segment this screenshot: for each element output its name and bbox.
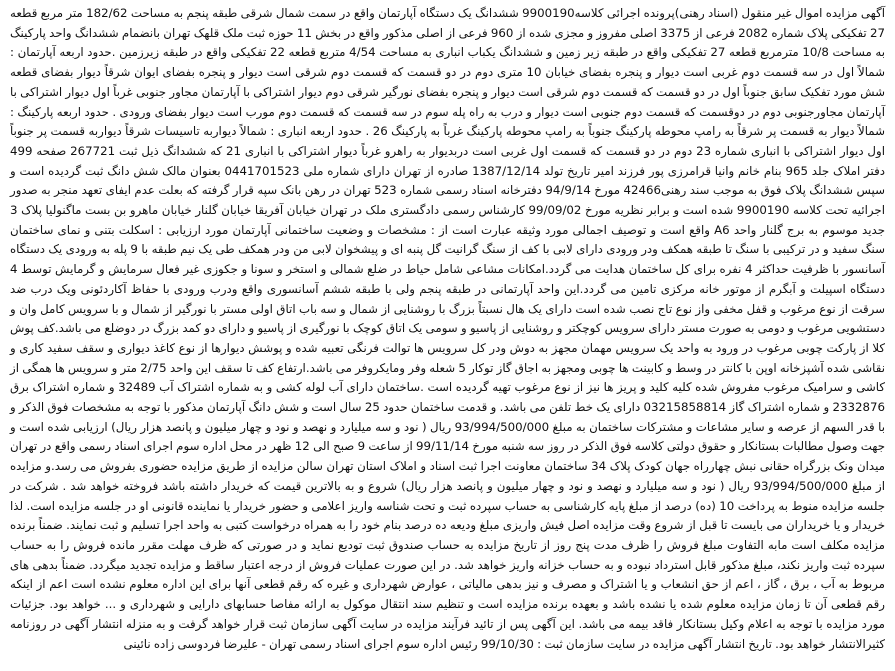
auction-notice-body: آگهی مزایده اموال غیر منقول (اسناد رهنی)پرونده اجرائی کلاسه9900190 ششدانگ یک دستگاه آپارتمان واقع در سمت شمال شرقی طبقه پنجم به مساحت 182/62 متر مربع قطعه 27 تفکیکی پلاک شماره 2082 فرعی از 3375 اصلی مفروز و مجزی شده از 960 فرعی از اصلی مذکور واقع در بخش 11 حوزه ثبت ملک قلهک تهران بانضمام ششدانگ واحد پارکینگ به مساحت 10/8 مترمربع قطعه 27 تفکیکی واقع در طبقه زیر زمین و ششدانگ یکباب انباری به مساحت 4/54 متربع قطعه 22 تفکیکی واقع در طبقه زیرزمین .حدود اربعه آپارتمان : شمالاً اول در سه قسمت دوم غربی است دیوار و پنجره بفضای خیابان 10 متری دوم در دو قسمت که قسمت دوم شرقی است دیوار و پنجره بفضای ایوان شرقاً دیوار بفضای قطعه شش مورد تفکیک سابق جنوباً اول در دو قسمت که قسمت دوم شرقی است دیوار و پنجره بفضای نورگیر شرقی دوم دیوار اشتراکی با آپارتمان مجاور جنوبی غرباً اول دیوار اشتراکی با آپارتمان مجاورجنوبی دوم در دوقسمت که قسمت دوم جنوبی است دیوار و درب به راه پله سوم در سه قسمت که قسمت دوم مورب است دیوار بفضای ورودی . حدود اربعه پارکینگ : شمالاً دیوار به قسمت پر شرقاً به رامپ محوطه پارکینگ جنوباً به رامپ محوطه پارکینگ غرباً به پارکینگ 26 . حدود اربعه انباری : شمالاً دیواربه تاسیسات شرقاً دیواربه قسمت پر جنوباً اول دیوار اشتراکی با انباری شماره 23 دوم در دو قسمت که قسمت اول غربی است دربدیوار به راهرو غرباً دیوار اشتراکی با انباری 21 که ششدانگ ذیل ثبت 267721 صفحه 499 دفتر املاک جلد 965 بنام خانم وانیا قرامرزی پور فرزند امیر تاریخ تولد 1387/12/14 صادره از تهران دارای شماره ملی 0441701523 بعنوان مالک شش دانگ ثبت گردیده است و سپس ششدانگ پلاک فوق به موجب سند رهنی42466 مورخ 94/9/14 دفترخانه اسناد رسمی شماره 523 تهران در رهن بانک سپه قرار گرفته که بعلت عدم ایفای تعهد منجر به صدور اجرائیه تحت کلاسه 9900190 شده است و برابر نظریه مورخ 99/09/02 کارشناس رسمی دادگستری ملک در تهران خیابان آفریقا خیابان گلنار خیابان ماهرو بن بست ماگنولیا پلاک 3 جدید موسوم به برج گلنار واحد A6 واقع است و توصیف اجمالی مورد وثیقه عبارت است از : مشخصات و وضعیت ساختمانی آپارتمان مورد ارزیابی : اسکلت بتنی و نمای ساختمان سنگ سفید و در ترکیبی با سنگ تا طبقه همکف ودر ورودی دارای لابی با کف از سنگ گرانیت گل پنبه ای و پیشخوان لابی من ودر همکف طی یک نیم طبقه با 9 پله به ورودی یک دستگاه آسانسور با ظرفیت حداکثر 4 نفره برای کل ساختمان هدایت می گردد.امکانات مشاعی شامل حیاط در ضلع شمالی و استخر و سونا و جکوزی غیر فعال سرمایش و گرمایش توسط 4 دستگاه اسپیلت و آبگرم از موتور خانه مرکزی تامین می گردد.این واحد آپارتمانی در طبقه پنجم ولی با طبقه ششم آسانسوری واقع ودرب ورودی با حفاظ آکاردئونی ویک درب ضد سرقت از نوع مرغوب و قفل مخفی واز نوع تاج نصب شده است دارای یک هال نسبتاً بزرگ با روشنایی از شمال و سه باب اتاق اولی مستر با نورگیر از شمال و با سرویس کامل وان و دستشویی مرغوب و دومی به صورت مستر دارای سرویس کوچکتر و روشنایی از پاسیو و سومی یک اتاق کوچک با نورگیری از پاسیو و دارای دو کمد بزرگ در دوضلع می باشد.کف پوش کلا از پارکت چوبی مرغوب در ورود به واحد یک سرویس مهمان مجهز به دوش ودر کل سرویس ها توالت فرنگی تعبیه شده و پوشش دیوارها از نوع کاغذ دیواری و سقف سفید کاری و نقاشی شده آشپزخانه اوپن با کانتر در وسط و کابینت ها چوبی ومجهز به اجاق گاز توکار 5 شعله وفر ومایکروفر می باشد.ارتفاع کف تا سقف این واحد 2/75 متر و سرویس ها همگی از کاشی و سرامیک مرغوب مفروش شده کلیه کلید و پریز ها نیز از نوع مرغوب تهیه گردیده است .ساختمان دارای آب لوله کشی و به شماره اشتراک آب 32489 و شماره اشتراک برق 2332876 و شماره اشتراک گاز 03215858814 دارای یک خط تلفن می باشد. و قدمت ساختمان حدود 25 سال است و شش دانگ آپارتمان مذکور با توجه به مشخصات فوق الذکر و با قدر السهم از عرصه و سایر مشاعات و مشترکات ساختمان به مبلغ 93/994/500/000 ریال ( نود و سه میلیارد و نهصد و نود و چهار میلیون و پانصد هزار ریال) ارزیابی شده است و جهت وصول مطالبات بستانکار و حقوق دولتی کلاسه فوق الذکر در روز سه شنبه مورخ 99/11/14 از ساعت 9 صبح الی 12 ظهر در محل اداره سوم اجرای اسناد رسمی واقع در تهران میدان ونک بزرگراه حقانی نبش چهارراه جهان کودک پلاک 34 ساختمان معاونت اجرا ثبت اسناد و املاک استان تهران سالن مزایده از طریق مزایده حضوری بفروش می رسد.و مزایده از مبلغ 93/994/500/000 ریال ( نود و سه میلیارد و نهصد و نود و چهار میلیون و پانصد هزار ریال) شروع و به بالاترین قیمت که خریدار داشته باشد فروخته خواهد شد . شرکت در جلسه مزایده منوط به پرداخت 10 (ده) درصد از مبلغ پایه کارشناسی به حساب سپرده ثبت و تحت شناسه واریز اعلامی و حضور خریدار یا نماینده قانونی او در جلسه مزایده است. لذا خریدار و یا خریداران می بایست تا قبل از شروع وقت مزایده اصل فیش واریزی مبلغ ودیعه ده درصد بنام خود را به همراه درخواست کتبی به واحد اجرا تسلیم و ثبت نمایند. ضمناً برنده مزایده مکلف است مابه التفاوت مبلغ فروش را ظرف مدت پنج روز از تاریخ مزایده به حساب صندوق ثبت تودیع نماید و در صورتی که ظرف مهلت مقرر مانده فروش را به حساب سپرده ثبت واریز نکند، مبلغ مذکور قابل استرداد نبوده و به حساب خزانه واریز خواهد شد. در این صورت عملیات فروش از درجه اعتبار ساقط و مزایده تجدید میگردد. ضمناً بدهی های مربوط به آب ، برق ، گاز ، اعم از حق انشعاب و یا اشتراک و مصرف و نیز بدهی مالیاتی ، عوارض شهرداری و غیره که رقم قطعی آنها برای این اداره معلوم نشده است اعم از اینکه رقم قطعی آن تا زمان مزایده معلوم شده یا نشده باشد و بعهده برنده مزایده است و تنظیم سند انتقال موکول به ارائه مفاصا حسابهای دارایی و شهرداری و ... خواهد بود. جزئیات مورد مزایده با توجه به اعلام وکیل بستانکار فاقد بیمه می باشد. این آگهی پس از تائید فرآیند مزایده در سایت آگهی سازمان ثبت قرار خواهد گرفت و به منزله انتشار آگهی در روزنامه کثیرالانتشار خواهد بود. تاریخ انتشار آگهی مزایده در سایت سازمان ثبت : 99/10/30 رئیس اداره سوم اجرای اسناد رسمی تهران - علیرضا فردوسی زاده نائینی [10, 6, 886, 651]
